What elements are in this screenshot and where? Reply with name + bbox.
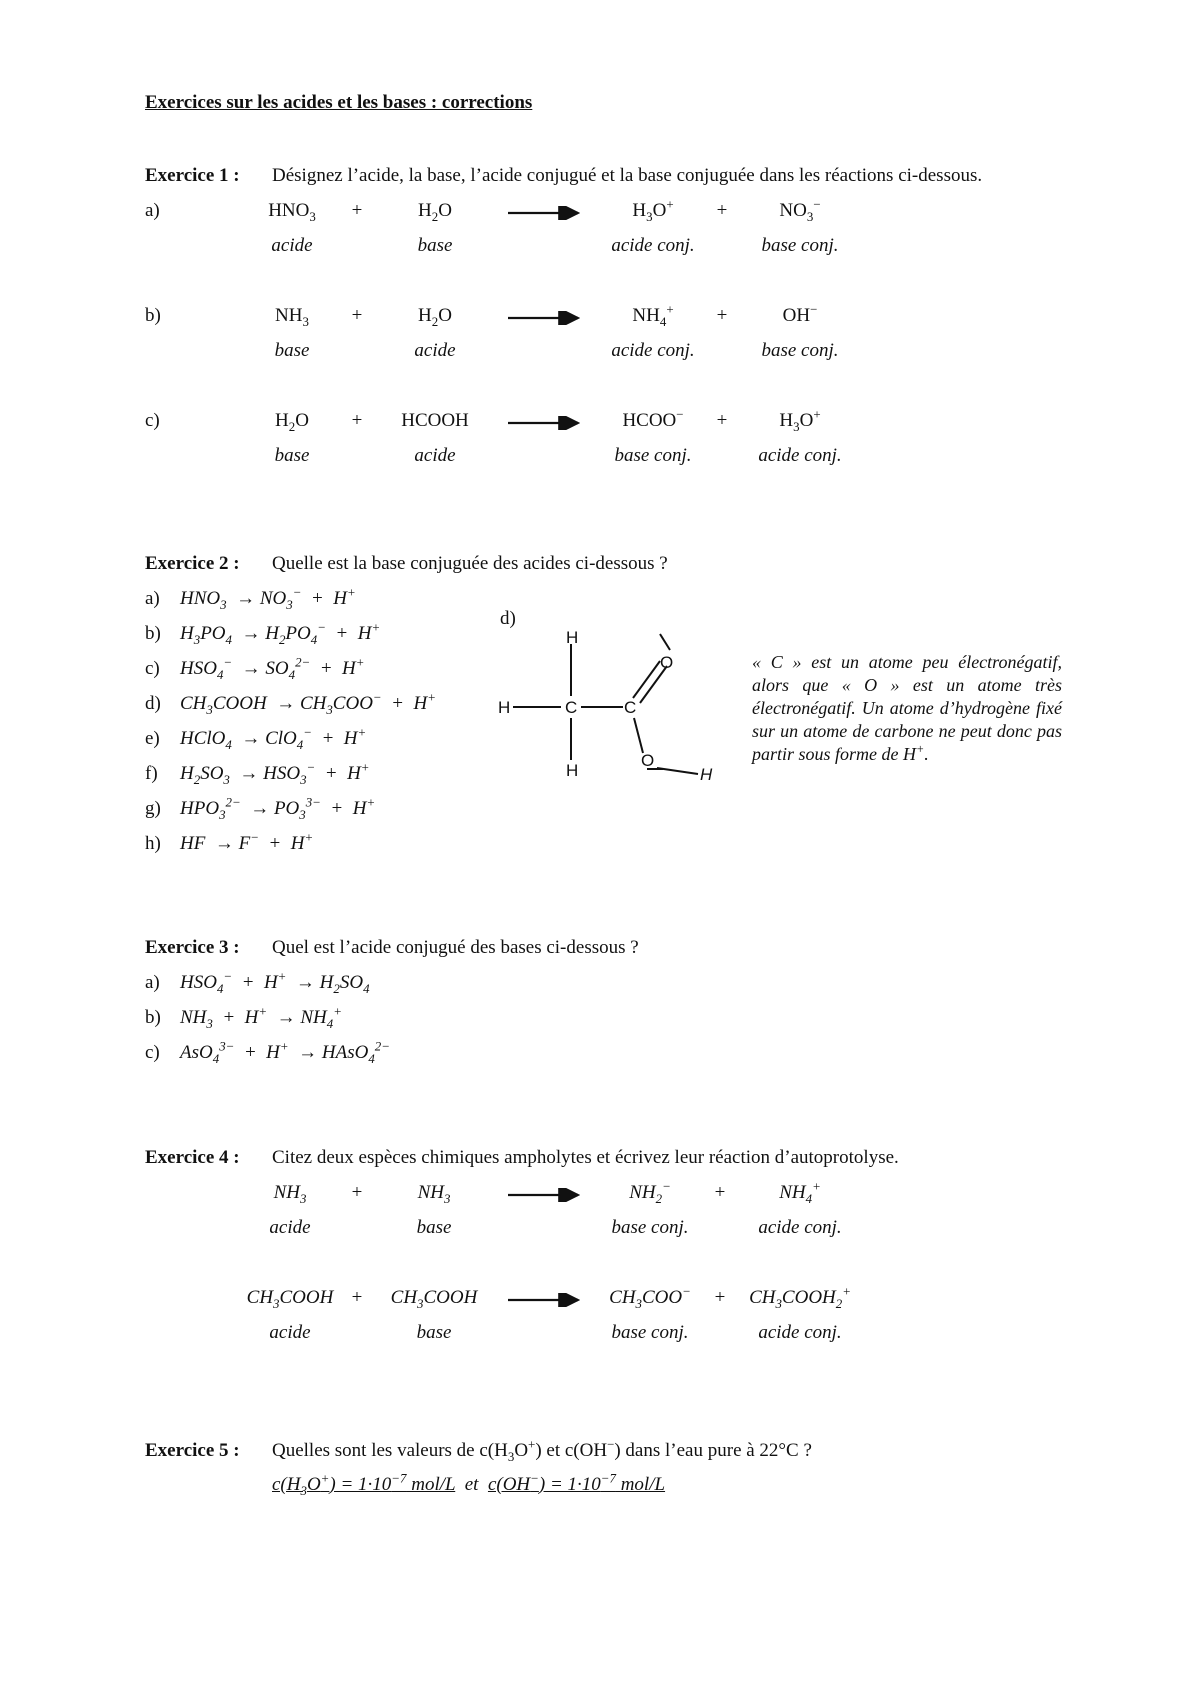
ex1-reaction-letter: a) (145, 200, 160, 221)
ex3-item-equation: AsO$_4^{3-}$ + H+ → HAsO$_4^{2-}$ (180, 1038, 390, 1066)
ex1-reaction-species-p2: OH− (782, 301, 818, 326)
atom-h-bottom: H (566, 761, 579, 780)
ex1-reaction-plus: + (351, 410, 363, 431)
ex2-question: Quelle est la base conjuguée des acides ci-dessous ? (272, 553, 668, 574)
ex2-item-equation: $H_3PO_4 \to H_2PO_4^- + H^+$ (180, 619, 381, 647)
ex4-reaction-role-p1: base conj. (611, 1322, 689, 1343)
ex4-reaction-plus: + (351, 1287, 363, 1308)
ex1-reaction-species-r1: $H_2O$ (275, 410, 309, 434)
ex5-answer-oh: $c(OH^-) = 1\cdot 10^{-7}$ mol/L (487, 1470, 666, 1495)
atom-c-carboxyl: C (624, 698, 637, 717)
ex1-reaction-plus: + (716, 200, 728, 221)
ex4-reaction-role-r2: base (416, 1322, 452, 1343)
ex1-label: Exercice 1 : (145, 165, 240, 186)
ex1-reaction-plus: + (716, 305, 728, 326)
ex2-item-equation: $CH_3COOH \to CH_3COO^- + H^+$ (180, 689, 436, 717)
ex4-reaction-species-r2: $CH_3COOH$ (390, 1287, 478, 1311)
ex2-note: « C » est un atome peu électronégatif, alors que « O » est un atome très électronégatif. Un atome d’hydrogène fixé sur un atome de carbone ne peut donc pas partir sous forme de H+. (752, 652, 1062, 764)
ex2-item-equation: $HSO_4^- \to SO_4^{2-} + H^+$ (180, 654, 365, 682)
ex4-reaction-plus: + (351, 1182, 363, 1203)
ex3-label: Exercice 3 : (145, 937, 240, 958)
ex4-reaction-species-p1: $NH_2^-$ (629, 1178, 671, 1206)
ex4-reaction-arrow (508, 1188, 580, 1202)
ex1-reaction-species-r1: $HNO_3$ (268, 200, 316, 224)
ex1-reaction-plus: + (351, 200, 363, 221)
ex1-reaction-species-r2: HCOOH (401, 410, 469, 431)
ex1-reaction-plus: + (351, 305, 363, 326)
ex1-reaction-role-r1: base (274, 445, 310, 466)
ex2-item-equation: $HPO_3^{2-} \to PO_3^{3-} + H^+$ (180, 794, 376, 822)
ex2-item-letter: g) (145, 798, 161, 819)
ex1-reaction-role-p2: base conj. (761, 235, 839, 256)
ex5-answer-h3o: $c(H_3O^+) = 1\cdot 10^{-7}$ mol/L (272, 1470, 456, 1498)
atom-o-double: O (660, 653, 674, 672)
ex1-reaction-species-r2: $H_2O$ (418, 200, 452, 224)
ex1-reaction-species-p1: $NH_4^+$ (632, 301, 674, 329)
ex1-reaction-species-p2: $H_3O^+$ (779, 406, 821, 434)
ex4-reaction-arrow (508, 1293, 580, 1307)
ex2-item-letter: e) (145, 728, 160, 749)
ex2-diagram-label: d) (500, 608, 516, 629)
ex3-item-letter: c) (145, 1042, 160, 1063)
ex1-reaction-role-p2: acide conj. (758, 445, 842, 466)
ex4-reaction-role-p2: acide conj. (758, 1322, 842, 1343)
ex1-reaction-letter: b) (145, 305, 161, 326)
ex4-reaction-plus: + (714, 1182, 726, 1203)
ex2-item-equation: HF → F− + H+ (180, 829, 314, 854)
ex1-reaction-role-r2: base (417, 235, 453, 256)
ex1-reaction-plus: + (716, 410, 728, 431)
ex5-connector: et (464, 1474, 479, 1495)
atom-h-left: H (498, 698, 511, 717)
ex1-reaction-role-r2: acide (414, 445, 456, 466)
ex4-reaction-species-p2: $NH_4^+$ (779, 1178, 821, 1206)
ex1-reaction-arrow (508, 206, 580, 220)
ex1-reaction-species-p1: $H_3O^+$ (632, 196, 674, 224)
ex4-reaction-species-p2: $CH_3COOH_2^+$ (749, 1283, 851, 1311)
ex2-label: Exercice 2 : (145, 553, 240, 574)
ex1-reaction-species-p2: $NO_3^-$ (779, 196, 821, 224)
ex1-reaction-species-r2: $H_2O$ (418, 305, 452, 329)
ex4-reaction-role-p1: base conj. (611, 1217, 689, 1238)
ex5-label: Exercice 5 : (145, 1440, 240, 1461)
ex2-item-letter: b) (145, 623, 161, 644)
ex1-reaction-role-p1: acide conj. (611, 340, 695, 361)
ex1-reaction-arrow (508, 416, 580, 430)
ex2-item-equation: $HNO_3 \to NO_3^- + H^+$ (180, 584, 356, 612)
ex2-item-letter: a) (145, 588, 160, 609)
ex1-reaction-arrow (508, 311, 580, 325)
ex4-reaction-role-p2: acide conj. (758, 1217, 842, 1238)
ex5-answer (272, 1470, 666, 1498)
ex1-reaction-role-r1: acide (271, 235, 313, 256)
ex4-reaction-species-r2: $NH_3$ (417, 1182, 451, 1206)
ex1-question: Désignez l’acide, la base, l’acide conjugué et la base conjuguée dans les réactions ci-dessous. (272, 165, 983, 186)
ex1-reaction-role-r2: acide (414, 340, 456, 361)
atom-h-acidic: H (700, 765, 713, 784)
ex4-question: Citez deux espèces chimiques ampholytes et écrivez leur réaction d’autoprotolyse. (272, 1147, 899, 1168)
ex4-label: Exercice 4 : (145, 1147, 240, 1168)
ex1-reaction-role-p1: acide conj. (611, 235, 695, 256)
ex2-item-letter: h) (145, 833, 161, 854)
ex2-item-equation: HClO$_4$ → ClO$_4$− + H+ (180, 724, 367, 752)
atom-c-methyl: C (565, 698, 578, 717)
page-title: Exercices sur les acides et les bases : corrections (145, 92, 533, 113)
ex4-reaction-role-r2: base (416, 1217, 452, 1238)
ex1-reaction-species-r1: $NH_3$ (275, 305, 309, 329)
ex3-question: Quel est l’acide conjugué des bases ci-dessous ? (272, 937, 639, 958)
ex3-item-equation: $HSO_4^- + H^+ \to H_2SO_4$ (180, 968, 370, 996)
ex4-reaction-role-r1: acide (269, 1322, 311, 1343)
ex1-reaction-role-p2: base conj. (761, 340, 839, 361)
ex1-reaction-species-p1: HCOO− (622, 406, 684, 431)
ex3-item-equation: $NH_3 + H^+ \to NH_4^+$ (180, 1003, 342, 1031)
atom-o-hydroxyl: O (641, 751, 655, 770)
ex2-item-letter: f) (145, 763, 158, 784)
ex1-reaction-role-p1: base conj. (614, 445, 692, 466)
ex3-item-letter: b) (145, 1007, 161, 1028)
ex4-reaction-species-r1: $NH_3$ (273, 1182, 307, 1206)
ex2-item-letter: c) (145, 658, 160, 679)
ex4-reaction-plus: + (714, 1287, 726, 1308)
ex2-item-letter: d) (145, 693, 161, 714)
acetic-acid-structure (495, 628, 735, 788)
ex1-reaction-letter: c) (145, 410, 160, 431)
ex3-item-letter: a) (145, 972, 160, 993)
ex4-reaction-species-r1: $CH_3COOH$ (246, 1287, 334, 1311)
ex5-question: Quelles sont les valeurs de $c(H_3O^+)$ et c(OH−) dans l’eau pure à 22°C ? (272, 1436, 812, 1464)
ex1-reaction-role-r1: base (274, 340, 310, 361)
ex2-item-equation: $H_2SO_3 \to HSO_3^- + H^+$ (180, 759, 370, 787)
ex4-reaction-role-r1: acide (269, 1217, 311, 1238)
ex4-reaction-species-p1: $CH_3COO^-$ (609, 1283, 691, 1311)
atom-h-top: H (566, 628, 579, 647)
